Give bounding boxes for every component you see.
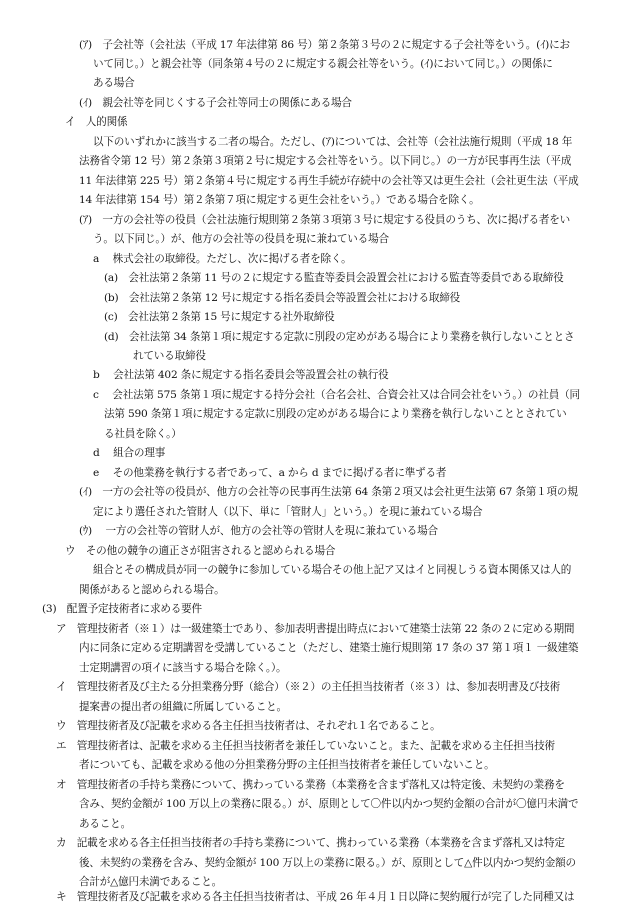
text-line: 14 年法律第 154 号）第２条第７項に規定する更生会社をいう。）である場合を除く。 xyxy=(79,194,480,206)
text-line: 関係があると認められる場合。 xyxy=(79,584,225,596)
text-line: d 組合の理事 xyxy=(93,447,166,459)
text-line: う。以下同じ。）が、他方の会社等の役員を現に兼ねている場合 xyxy=(93,233,389,245)
text-line: 法務省令第 12 号）第２条第３項第２号に規定する会社等をいう。以下同じ。）の一方が民事再生法（平成 xyxy=(79,155,572,167)
text-line: れている取締役 xyxy=(133,350,206,362)
text-line: ある場合 xyxy=(93,77,135,89)
text-line: (b) 会社法第２条第 12 号に規定する指名委員会等設置会社における取締役 xyxy=(104,292,461,304)
text-line: 提案書の提出者の組織に所属していること。 xyxy=(79,701,287,713)
text-line: (ｲ) 一方の会社等の役員が、他方の会社等の民事再生法第 64 条第２項又は会社更生法第 67 条第１項の規 xyxy=(79,486,578,498)
text-line: あること。 xyxy=(79,818,131,830)
text-line: b 会社法第 402 条に規定する指名委員会等設置会社の執行役 xyxy=(93,369,389,381)
text-line: e その他業務を執行する者であって、a から d までに掲げる者に準ずる者 xyxy=(93,467,447,479)
text-line: エ 管理技術者は、記載を求める主任担当技術者を兼任していないこと。また、記載を求める主任担当技術 xyxy=(56,740,555,752)
text-line: 以下のいずれかに該当する二者の場合。ただし、(ｱ)については、会社等（会社法施行規則（平成 18 年 xyxy=(93,136,573,148)
text-line: (ｱ) 一方の会社等の役員（会社法施行規則第２条第３項第３号に規定する役員のうち、次に掲げる者をい xyxy=(79,214,571,226)
text-line: 士定期講習の項イに該当する場合を除く。）。 xyxy=(79,662,287,674)
text-line: 者についても、記載を求める他の分担業務分野の主任担当技術者を兼任していないこと。 xyxy=(79,759,495,771)
text-line: (ｲ) 親会社等を同じくする子会社等同士の関係にある場合 xyxy=(79,97,352,109)
text-line: オ 管理技術者の手持ち業務について、携わっている業務（本業務を含まず落札又は特定後、未契約の業務を xyxy=(56,779,565,791)
text-line: 含み、契約金額が 100 万以上の業務に限る。）が、原則として〇件以内かつ契約金額の合計が〇億円未満で xyxy=(79,798,579,810)
text-line: 組合とその構成員が同一の競争に参加している場合その他上記ア又はイと同視しうる資本関係又は人的 xyxy=(93,564,572,576)
text-line: 後、未契約の業務を含み、契約金額が 100 万以上の業務に限る。）が、原則として△件以内かつ契約金額の xyxy=(79,857,576,869)
text-line: 合計が△億円未満であること。 xyxy=(79,876,223,888)
text-line: a 株式会社の取締役。ただし、次に掲げる者を除く。 xyxy=(93,253,352,265)
text-line: (a) 会社法第２条第 11 号の２に規定する監査等委員会設置会社における監査等委員である取締役 xyxy=(104,272,564,284)
text-line: ウ 管理技術者及び記載を求める各主任担当技術者は、それぞれ１名であること。 xyxy=(56,720,441,732)
section-heading: イ 人的関係 xyxy=(65,116,128,128)
text-line: 内に同条に定める定期講習を受講していること（ただし、建築士施行規則第 17 条の 37 第１項１ 一級建築 xyxy=(79,642,579,654)
text-line: イ 管理技術者及び主たる分担業務分野（総合）（※２）の主任担当技術者（※３）は、参加表明書及び技術 xyxy=(56,681,560,693)
section-heading: (3) 配置予定技術者に求める要件 xyxy=(42,603,202,615)
text-line: c 会社法第 575 条第１項に規定する持分会社（合名会社、合資会社又は合同会社をいう。）の社員（同 xyxy=(93,389,580,401)
text-line: カ 記載を求める各主任担当技術者の手持ち業務について、携わっている業務（本業務を含まず落札又は特定 xyxy=(56,837,565,849)
text-line: 法第 590 条第１項に規定する定款に別段の定めがある場合により業務を執行しないこととされてい xyxy=(104,408,567,420)
text-line: いて同じ。）と親会社等（同条第４号の２に規定する親会社等をいう。(ｲ)において同じ。）の関係に xyxy=(93,58,553,70)
text-line: る社員を除く。） xyxy=(104,428,182,440)
text-line: (c) 会社法第２条第 15 号に規定する社外取締役 xyxy=(104,311,335,323)
text-line: (ｳ) 一方の会社等の管財人が、他方の会社等の管財人を現に兼ねている場合 xyxy=(79,525,438,537)
text-line: 定により選任された管財人（以下、単に「管財人」という。）を現に兼ねている場合 xyxy=(93,506,483,518)
section-heading: ウ その他の競争の適正さが阻害されると認められる場合 xyxy=(65,545,336,557)
text-line: (d) 会社法第 34 条第１項に規定する定款に別段の定めがある場合により業務を執行しないこととさ xyxy=(104,331,575,343)
text-line: ア 管理技術者（※１）は一級建築士であり、参加表明書提出時点において建築士法第 22 条の２に定める期間 xyxy=(56,623,575,635)
text-line: キ 管理技術者及び記載を求める各主任担当技術者は、平成 26 年４月１日以降に契約履行が完了した同種又は xyxy=(56,891,575,903)
text-line: 11 年法律第 225 号）第２条第４号に規定する再生手続が存続中の会社等又は更生会社（会社更生法（平成 xyxy=(79,175,579,187)
text-line: (ｱ) 子会社等（会社法（平成 17 年法律第 86 号）第２条第３号の２に規定する子会社等をいう。(ｲ)にお xyxy=(79,39,570,51)
